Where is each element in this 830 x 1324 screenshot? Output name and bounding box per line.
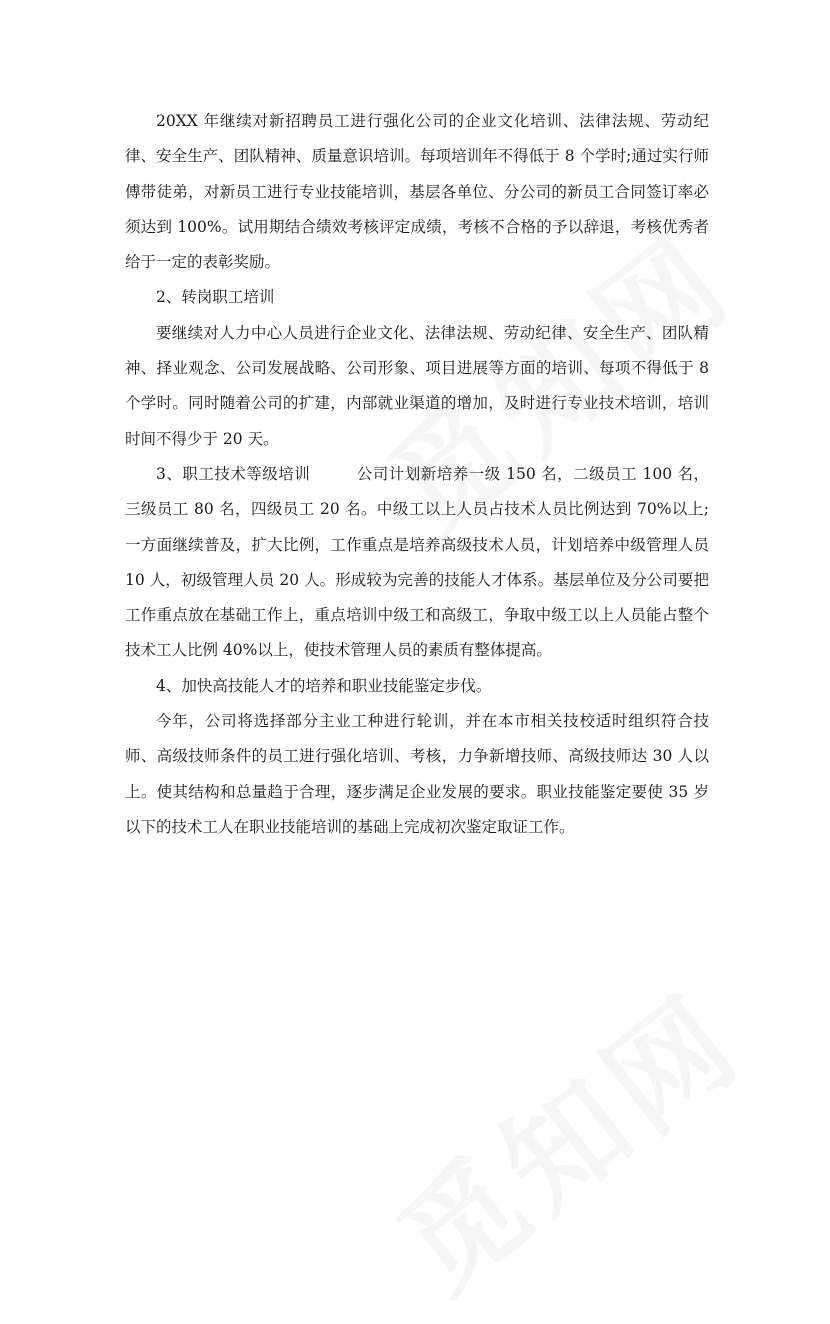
document-body	[125, 104, 709, 845]
heading-high-skill-talent: 4、加快高技能人才的培养和职业技能鉴定步伐。	[156, 676, 492, 695]
heading-transfer-training: 2、转岗职工培训	[156, 288, 275, 307]
paragraph-new-employee-training: 20XX 年继续对新招聘员工进行强化公司的企业文化培训、法律法规、劳动纪律、安全生产、团队精神、质量意识培训。每项培训年不得低于 8 个学时;通过实行师傅带徒弟，对新员工进行专业技能培训，基层各单位、分公司的新员工合同签订率必须达到 100%。试用期结合绩效考核评定成绩，考核不合格的予以辞退，考核优秀者给于一定的表彰奖励。	[125, 112, 709, 272]
paragraph-technical-grade-training	[125, 457, 709, 669]
section-lead-technical-grade: 3、职工技术等级培训	[156, 464, 311, 483]
section-body-technical-grade: 公司计划新培养一级 150 名，二级员工 100 名，三级员工 80 名，四级员工 20 名。中级工以上人员占技术人员比例达到 70%以上;一方面继续普及，扩大比例，工作重点是培养高级技术人员，计划培养中级管理人员 10 人，初级管理人员 20 人。形成较为完善的技能人才体系。基层单位及分公司要把工作重点放在基础工作上，重点培训中级工和高级工，争取中级工以上人员能占整个技术工人比例 40%以上，使技术管理人员的素质有整体提高。	[125, 464, 709, 660]
paragraph-high-skill-talent: 今年，公司将选择部分主业工种进行轮训，并在本市相关技校适时组织符合技师、高级技师条件的员工进行强化培训、考核，力争新增技师、高级技师达 30 人以上。使其结构和总量趋于合理，逐步满足企业发展的要求。职业技能鉴定要使 35 岁以下的技术工人在职业技能培训的基础上完成初次鉴定取证工作。	[125, 712, 709, 836]
paragraph-transfer-training: 要继续对人力中心人员进行企业文化、法律法规、劳动纪律、安全生产、团队精神、择业观念、公司发展战略、公司形象、项目进展等方面的培训、每项不得低于 8 个学时。同时随着公司的扩建，内部就业渠道的增加，及时进行专业技术培训，培训时间不得少于 20 天。	[125, 323, 709, 448]
watermark-logo	[358, 948, 771, 1324]
